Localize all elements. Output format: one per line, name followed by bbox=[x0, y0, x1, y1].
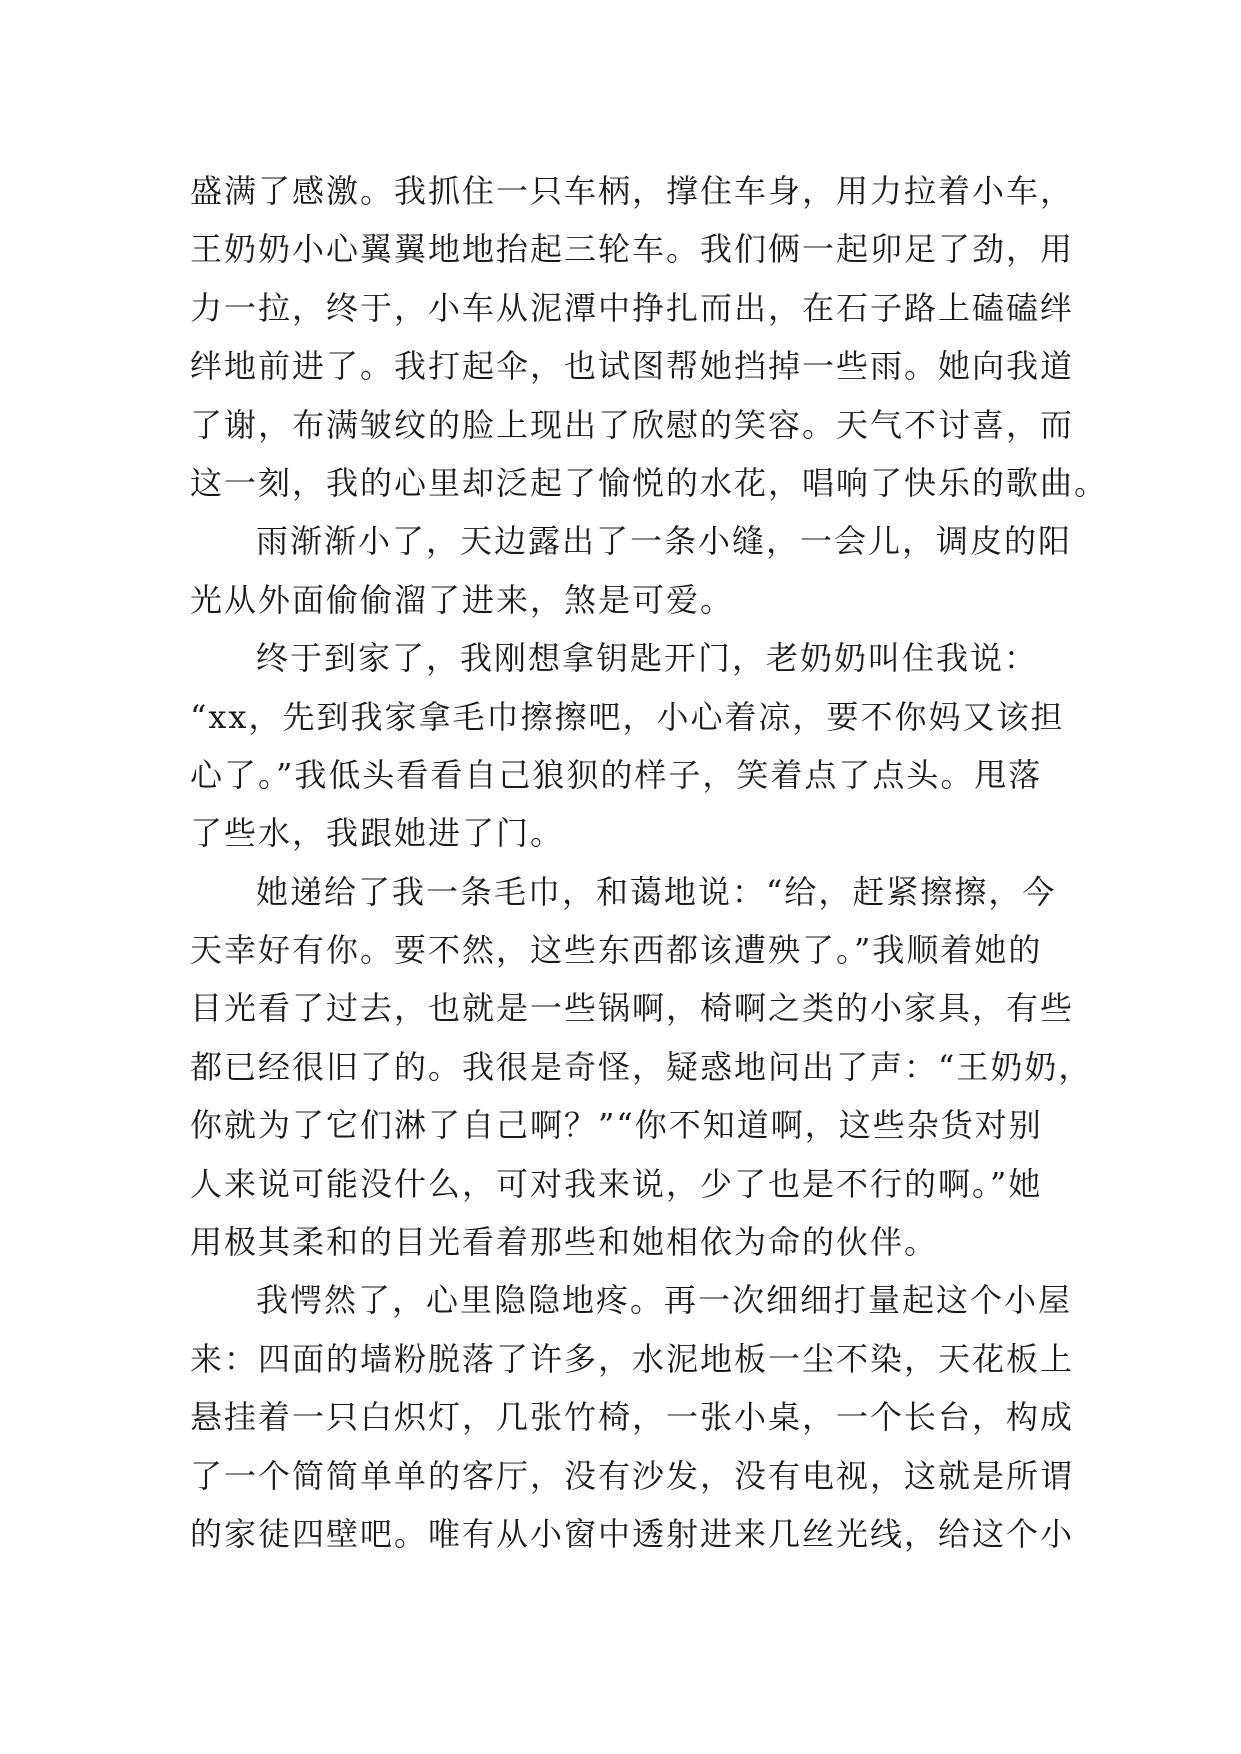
text-line: 了谢，布满皱纹的脸上现出了欣慰的笑容。天气不讨喜，而 bbox=[190, 405, 1075, 444]
text-line: 绊地前进了。我打起伞，也试图帮她挡掉一些雨。她向我道 bbox=[190, 347, 1075, 386]
text-line: 王奶奶小心翼翼地地抬起三轮车。我们俩一起卯足了劲，用 bbox=[190, 230, 1075, 269]
text-line: 都已经很旧了的。我很是奇怪，疑惑地问出了声：“王奶奶， bbox=[190, 1047, 1093, 1086]
paragraph-start-line: 我愕然了，心里隐隐地疼。再一次细细打量起这个小屋 bbox=[256, 1281, 1073, 1320]
paragraph-start-line: 她递给了我一条毛巾，和蔼地说：“给，赶紧擦擦，今 bbox=[256, 872, 1057, 911]
text-line: 力一拉，终于，小车从泥潭中挣扎而出，在石子路上磕磕绊 bbox=[190, 288, 1075, 327]
text-line: “xx，先到我家拿毛巾擦擦吧，小心着凉，要不你妈又该担 bbox=[190, 697, 1065, 736]
paragraph-start-line: 终于到家了，我刚想拿钥匙开门，老奶奶叫住我说： bbox=[256, 639, 1039, 678]
text-line: 来：四面的墙粉脱落了许多，水泥地板一尘不染，天花板上 bbox=[190, 1339, 1075, 1378]
body-text bbox=[190, 162, 1109, 1563]
paragraph-start-line: 雨渐渐小了，天边露出了一条小缝，一会儿，调皮的阳 bbox=[256, 522, 1073, 561]
text-line: 目光看了过去，也就是一些锅啊，椅啊之类的小家具，有些 bbox=[190, 989, 1075, 1028]
text-line: 的家徒四壁吧。唯有从小窗中透射进来几丝光线，给这个小 bbox=[190, 1514, 1075, 1553]
text-line: 了一个简简单单的客厅，没有沙发，没有电视，这就是所谓 bbox=[190, 1456, 1075, 1495]
text-line: 用极其柔和的目光看着那些和她相依为命的伙伴。 bbox=[190, 1223, 939, 1262]
text-line: 人来说可能没什么，可对我来说，少了也是不行的啊。”她 bbox=[190, 1164, 1043, 1203]
text-line: 盛满了感激。我抓住一只车柄，撑住车身，用力拉着小车， bbox=[190, 172, 1075, 210]
text-line: 了些水，我跟她进了门。 bbox=[190, 814, 565, 853]
text-line: 光从外面偷偷溜了进来，煞是可爱。 bbox=[190, 580, 735, 619]
text-line: 悬挂着一只白炽灯，几张竹椅，一张小桌，一个长台，构成 bbox=[190, 1398, 1075, 1437]
text-line: 天幸好有你。要不然，这些东西都该遭殃了。”我顺着她的 bbox=[190, 931, 1043, 970]
text-line: 你就为了它们淋了自己啊？”“你不知道啊，这些杂货对别 bbox=[190, 1106, 1043, 1145]
text-line: 这一刻，我的心里却泛起了愉悦的水花，唱响了快乐的歌曲。 bbox=[190, 463, 1109, 502]
text-line: 心了。”我低头看看自己狼狈的样子，笑着点了点头。甩落 bbox=[190, 755, 1043, 794]
